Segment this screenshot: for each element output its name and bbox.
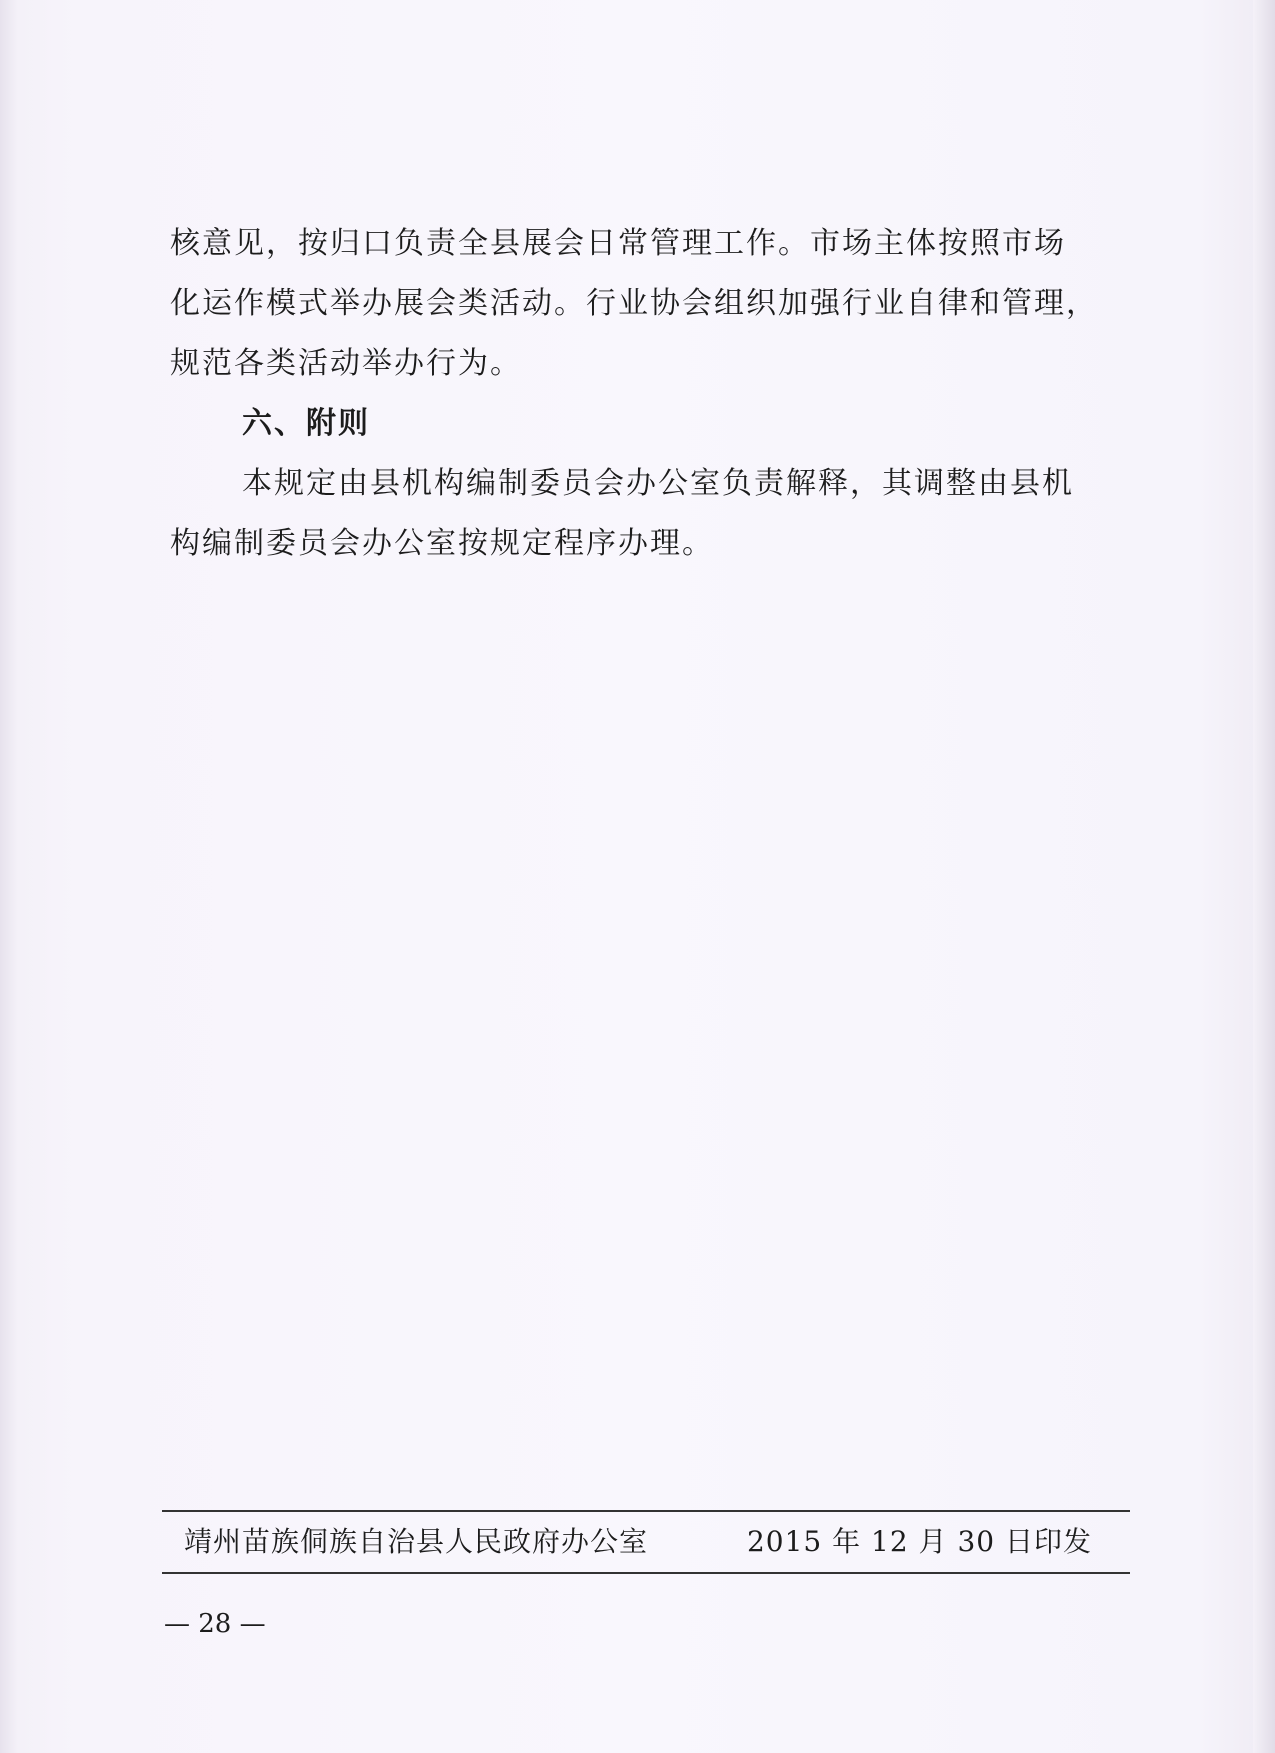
body-line: 规范各类活动举办行为。 — [170, 346, 522, 381]
footer-rule-top — [162, 1510, 1130, 1512]
issuer-name: 靖州苗族侗族自治县人民政府办公室 — [184, 1525, 649, 1558]
page-number: — 28 — — [164, 1609, 266, 1639]
footer-rule-bottom — [162, 1572, 1130, 1574]
paragraph-interpretation — [170, 454, 1130, 574]
body-line: 本规定由县机构编制委员会办公室负责解释，其调整由县机 — [242, 466, 1074, 501]
body-line: 化运作模式举办展会类活动。行业协会组织加强行业自律和管理， — [170, 286, 1098, 321]
body-line: 核意见，按归口负责全县展会日常管理工作。市场主体按照市场 — [170, 226, 1066, 261]
document-body — [170, 214, 1130, 574]
issue-date: 2015 年 12 月 30 日印发 — [746, 1525, 1092, 1558]
body-line: 构编制委员会办公室按规定程序办理。 — [170, 526, 714, 561]
page-edge-left — [0, 0, 18, 1753]
paragraph-exhibition-management — [170, 214, 1130, 394]
page-edge-right — [1253, 0, 1275, 1753]
section-heading-supplementary-provisions: 六、附则 — [242, 406, 370, 441]
